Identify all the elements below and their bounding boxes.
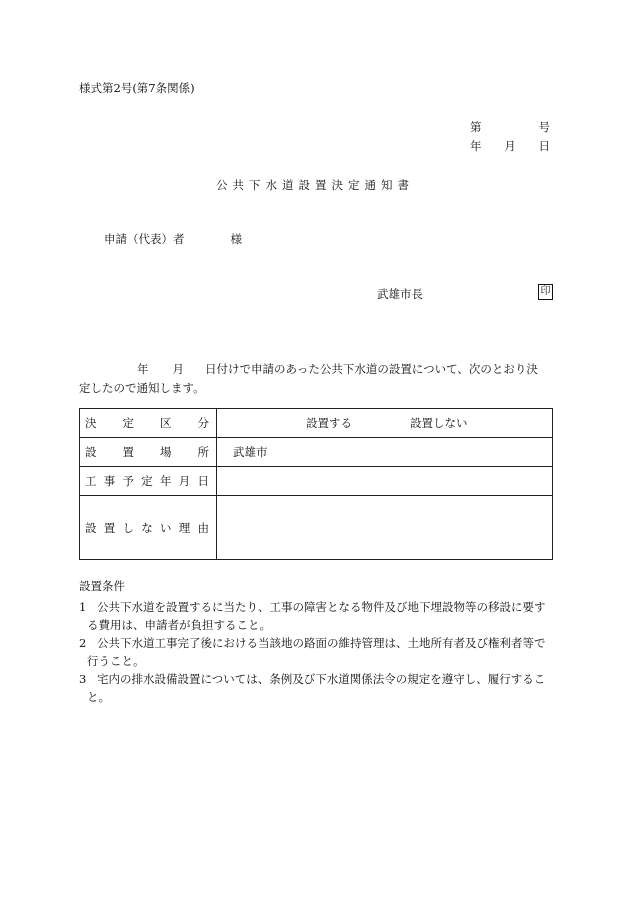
scheduled-date-cell[interactable] [217,467,553,496]
date-month: 月 [504,139,516,153]
addressee [104,231,242,247]
seal-mark: 印 [538,284,553,300]
label-char: 置 [122,445,134,459]
condition-item [79,598,554,634]
label-char: 年 [160,474,172,488]
row-label [80,438,217,467]
page-title: 公共下水道設置決定通知書 [216,178,414,192]
label-char: 日 [197,474,209,488]
date-day: 日 [538,139,550,153]
reason-cell[interactable] [217,496,553,560]
row-label [80,409,217,438]
addressee-label: 申請（代表）者 [104,232,185,246]
table-row [80,409,553,438]
location-cell[interactable] [217,438,553,467]
body-text-1: 日付けで申請のあった公共下水道の設置について、次のとおり決 [205,362,538,376]
condition-text: 宅内の排水設備設置については、条例及び下水道関係法令の規定を遵守し、履行するこ [97,672,546,686]
condition-number: 3 [79,672,87,686]
label-char: 月 [178,474,191,488]
issuer-name: 武雄市長 [377,287,423,301]
condition-text: 公共下水道工事完了後における当該地の路面の維持管理は、土地所有者及び権利者等で [97,636,546,650]
label-char: 設 [85,520,97,535]
location-value: 武雄市 [233,445,268,459]
condition-number: 2 [79,636,87,650]
option-not-install[interactable]: 設置しない [410,416,468,430]
body-paragraph [79,360,551,398]
label-char: 定 [122,416,134,430]
label-char: 決 [85,416,97,430]
label-char: 由 [197,520,209,535]
label-char: 場 [160,445,172,459]
row-label [80,496,217,560]
condition-number: 1 [79,600,87,614]
issue-date-line [470,138,550,154]
label-char: 所 [197,445,209,459]
label-char: 分 [197,416,209,430]
number-prefix: 第 [470,120,482,134]
label-char: 区 [160,416,172,430]
decision-table [79,408,553,560]
table-row [80,467,553,496]
conditions-title: 設置条件 [79,579,125,593]
condition-text-cont: 行うこと。 [87,654,145,668]
condition-text: 公共下水道を設置するに当たり、工事の障害となる物件及び地下埋設物等の移設に要す [97,600,546,614]
row-label [80,467,217,496]
condition-item [79,634,554,670]
label-char: 定 [141,474,153,488]
form-number: 様式第2号(第7条関係) [79,81,195,95]
condition-item [79,670,554,706]
document-number-line [470,119,550,135]
table-row [80,496,553,560]
label-char: 置 [103,520,116,535]
decision-options-cell [217,409,553,438]
option-install[interactable]: 設置する [306,416,352,430]
label-char: な [141,520,153,535]
label-char: し [122,520,134,535]
label-char: 事 [103,474,116,488]
condition-text-cont: と。 [87,690,110,704]
table-row [80,438,553,467]
label-char: 工 [85,474,97,488]
label-char: 理 [178,520,191,535]
label-char: 設 [85,445,97,459]
condition-text-cont: る費用は、申請者が負担すること。 [87,618,271,632]
body-year: 年 [137,362,149,376]
body-text-2: 定したので通知します。 [79,381,205,395]
date-year: 年 [470,139,482,153]
body-month: 月 [172,362,184,376]
addressee-honorific: 様 [230,232,242,246]
label-char: い [160,520,172,535]
label-char: 予 [122,474,134,488]
number-suffix: 号 [538,120,550,134]
